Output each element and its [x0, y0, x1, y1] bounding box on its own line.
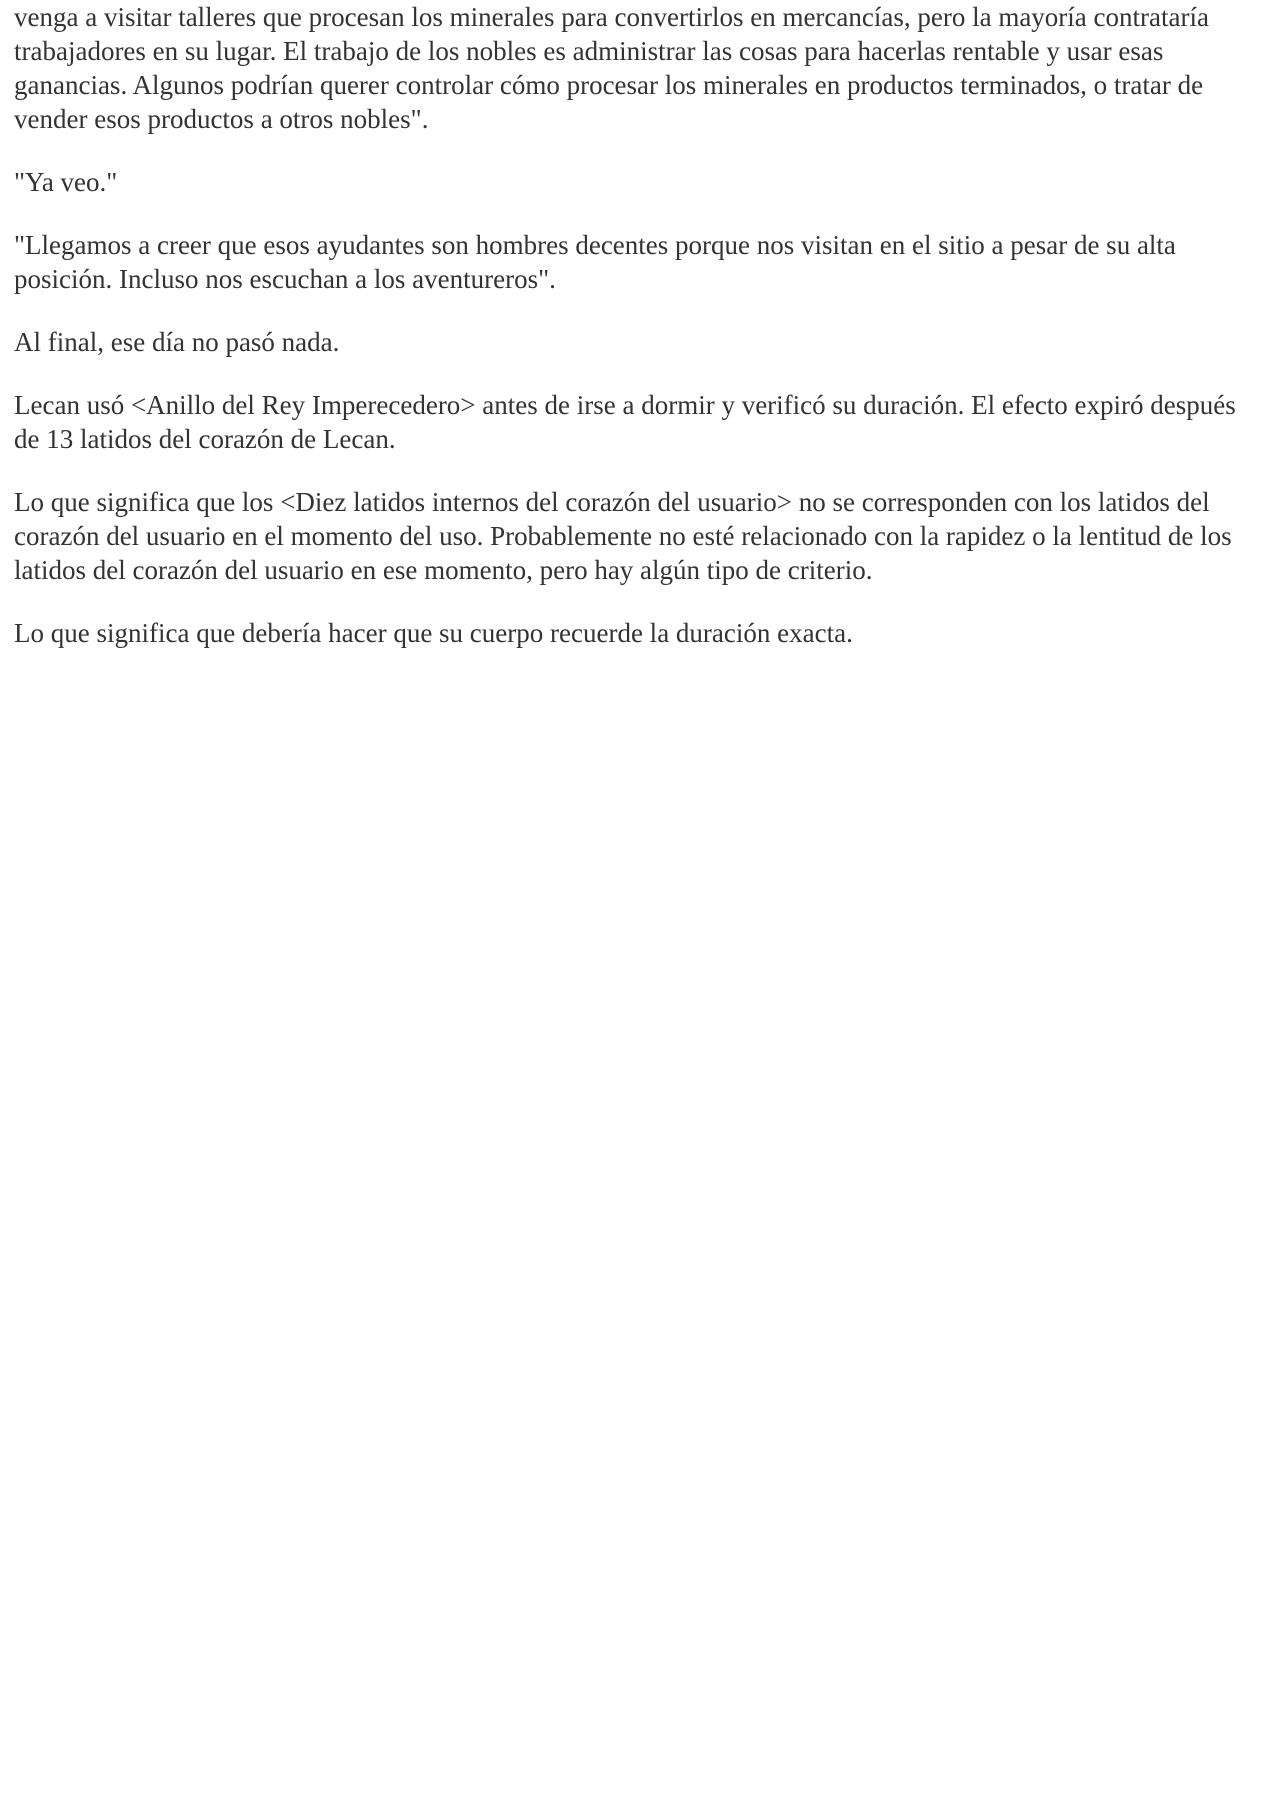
paragraph: "Ya veo." [14, 167, 118, 197]
paragraph: Lecan usó <Anillo del Rey Imperecedero> antes de irse a dormir y verificó su duración. El efecto expiró después de 13 latidos del corazón de Lecan. [14, 390, 1236, 454]
paragraph: Lo que significa que los <Diez latidos internos del corazón del usuario> no se corresponden con los latidos del corazón del usuario en el momento del uso. Probablemente no esté relacionado con la rapidez o la lentitud de los latidos del corazón del usuario en ese momento, pero hay algún tipo de criterio. [14, 487, 1232, 585]
paragraph: Lo que significa que debería hacer que su cuerpo recuerde la duración exacta. [14, 618, 853, 648]
paragraph: venga a visitar talleres que procesan los minerales para convertirlos en mercancías, pero la mayoría contrataría trabajadores en su lugar. El trabajo de los nobles es administrar las cosas para hacerlas rentable y usar esas ganancias. Algunos podrían querer controlar cómo procesar los minerales en productos terminados, o tratar de vender esos productos a otros nobles". [14, 2, 1209, 134]
paragraph: "Llegamos a creer que esos ayudantes son hombres decentes porque nos visitan en el sitio a pesar de su alta posición. Incluso nos escuchan a los aventureros". [14, 230, 1176, 294]
document-body [14, 0, 1266, 650]
paragraph: Al final, ese día no pasó nada. [14, 327, 340, 357]
